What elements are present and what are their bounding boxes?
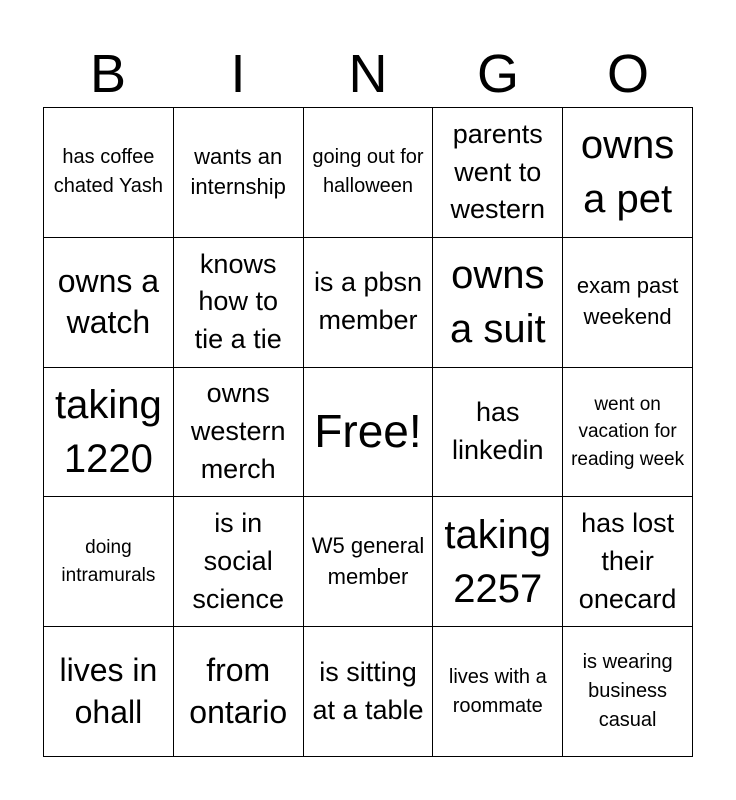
bingo-cell[interactable] [44, 497, 174, 627]
cell-text: is in social science [192, 508, 284, 614]
bingo-cell[interactable] [563, 108, 693, 238]
cell-text: taking 1220 [55, 382, 162, 481]
cell-text: knows how to tie a tie [194, 248, 282, 355]
bingo-cell[interactable] [433, 497, 563, 627]
bingo-cell[interactable] [563, 368, 693, 498]
bingo-cell[interactable] [304, 368, 434, 498]
cell-text: has lost their onecard [578, 508, 677, 614]
bingo-cell[interactable] [304, 108, 434, 238]
header-letter-g: G [476, 44, 519, 104]
cell-text: doing intramurals [61, 537, 156, 586]
cell-text: exam past weekend [576, 273, 679, 330]
cell-text: went on vacation for reading week [571, 393, 685, 470]
cell-text: W5 general member [311, 532, 425, 589]
cell-text: going out for halloween [312, 146, 424, 198]
bingo-cell[interactable] [174, 497, 304, 627]
bingo-cell[interactable] [44, 368, 174, 498]
cell-text: is wearing business casual [582, 651, 673, 732]
bingo-cell[interactable] [433, 108, 563, 238]
bingo-cell[interactable] [304, 627, 434, 757]
free-space: Free! [314, 405, 422, 457]
cell-text: has coffee chated Yash [53, 146, 164, 198]
bingo-cell[interactable] [174, 108, 304, 238]
bingo-cell[interactable] [174, 627, 304, 757]
bingo-cell[interactable] [174, 238, 304, 368]
bingo-cell[interactable] [44, 108, 174, 238]
bingo-cell[interactable] [563, 627, 693, 757]
bingo-cell[interactable] [433, 238, 563, 368]
cell-text: is a pbsn member [313, 267, 423, 336]
bingo-cell[interactable] [44, 238, 174, 368]
bingo-cell[interactable] [433, 627, 563, 757]
cell-text: owns a pet [580, 123, 675, 222]
cell-text: parents went to western [450, 118, 546, 225]
bingo-cell[interactable] [563, 497, 693, 627]
bingo-cell[interactable] [44, 627, 174, 757]
bingo-board [43, 107, 693, 757]
cell-text: wants an internship [190, 143, 286, 200]
cell-text: owns western merch [190, 378, 286, 484]
cell-text: owns a watch [57, 262, 160, 341]
header-letter-n: N [348, 44, 388, 104]
bingo-cell[interactable] [563, 238, 693, 368]
bingo-header [43, 40, 693, 108]
header-letter-i: I [230, 44, 246, 104]
cell-text: from ontario [189, 652, 288, 730]
cell-text: has linkedin [452, 397, 544, 465]
bingo-cell[interactable] [304, 238, 434, 368]
bingo-cell[interactable] [433, 368, 563, 498]
cell-text: is sitting at a table [312, 656, 424, 725]
bingo-cell[interactable] [174, 368, 304, 498]
header-letter-o: O [606, 44, 649, 104]
cell-text: lives with a roommate [448, 665, 547, 717]
cell-text: lives in ohall [59, 652, 158, 730]
cell-text: taking 2257 [444, 512, 552, 611]
cell-text: owns a suit [449, 253, 546, 352]
bingo-cell[interactable] [304, 497, 434, 627]
header-letter-b: B [89, 44, 127, 104]
